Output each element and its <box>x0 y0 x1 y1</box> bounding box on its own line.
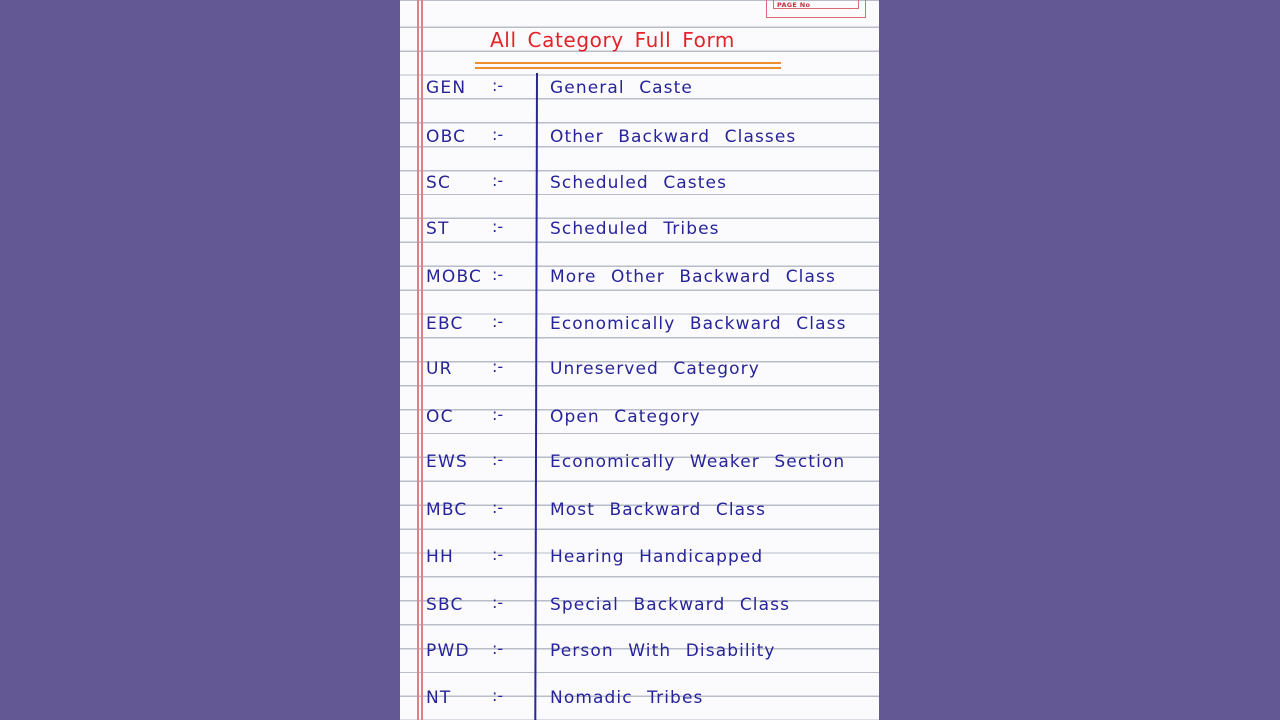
full-form: Economically Backward Class <box>550 313 847 334</box>
title-underline-top <box>475 62 781 64</box>
full-form: Unreserved Category <box>550 359 760 380</box>
separator: :- <box>492 638 504 658</box>
abbreviation: EBC <box>426 313 464 334</box>
list-item <box>400 547 879 577</box>
abbreviation: NT <box>426 687 452 708</box>
separator: :- <box>492 216 504 236</box>
separator: :- <box>492 124 504 144</box>
separator: :- <box>492 311 504 331</box>
abbreviation: OBC <box>426 126 467 147</box>
separator: :- <box>492 76 504 95</box>
abbreviation: OC <box>426 407 454 428</box>
abbreviation: MBC <box>426 500 468 521</box>
list-item <box>400 638 879 671</box>
separator: :- <box>492 498 504 518</box>
full-form: Scheduled Castes <box>550 172 728 193</box>
abbreviation: UR <box>426 359 453 380</box>
abbreviation: SC <box>426 172 452 193</box>
abbreviation: PWD <box>426 640 470 661</box>
separator: :- <box>492 170 504 190</box>
list-item <box>400 311 879 344</box>
separator: :- <box>492 545 504 564</box>
full-form: Nomadic Tribes <box>550 687 704 708</box>
list-item <box>400 592 879 625</box>
full-form: Other Backward Classes <box>550 126 797 147</box>
list-item <box>400 452 879 482</box>
full-form: Open Category <box>550 407 701 428</box>
full-form: More Other Backward Class <box>550 266 836 287</box>
list-item <box>400 216 879 249</box>
abbreviation: ST <box>426 218 450 239</box>
abbreviation: MOBC <box>426 266 483 287</box>
separator: :- <box>492 685 504 705</box>
abbreviation: GEN <box>426 78 467 98</box>
separator: :- <box>492 450 504 470</box>
full-form: Economically Weaker Section <box>550 452 846 473</box>
abbreviation: HH <box>426 547 454 567</box>
list-item <box>400 359 879 389</box>
separator: :- <box>492 357 504 377</box>
list-item <box>400 78 879 108</box>
full-form: General Caste <box>550 78 693 98</box>
abbreviation: SBC <box>426 594 464 615</box>
list-item <box>400 685 879 718</box>
abbreviation: EWS <box>426 452 468 473</box>
full-form: Most Backward Class <box>550 500 767 521</box>
full-form: Scheduled Tribes <box>550 218 720 239</box>
separator: :- <box>492 592 504 612</box>
list-item <box>400 500 879 530</box>
page-number-label: PAGE No <box>777 1 811 9</box>
full-form: Hearing Handicapped <box>550 547 764 567</box>
separator: :- <box>492 264 504 284</box>
separator: :- <box>492 405 504 425</box>
notebook-page <box>400 0 879 720</box>
full-form: Person With Disability <box>550 640 776 661</box>
list-item <box>400 170 879 203</box>
page-title: All Category Full Form <box>490 28 736 52</box>
full-form: Special Backward Class <box>550 594 791 615</box>
title-underline-bottom <box>475 67 781 69</box>
list-item <box>400 264 879 297</box>
list-item <box>400 124 879 157</box>
list-item <box>400 407 879 437</box>
